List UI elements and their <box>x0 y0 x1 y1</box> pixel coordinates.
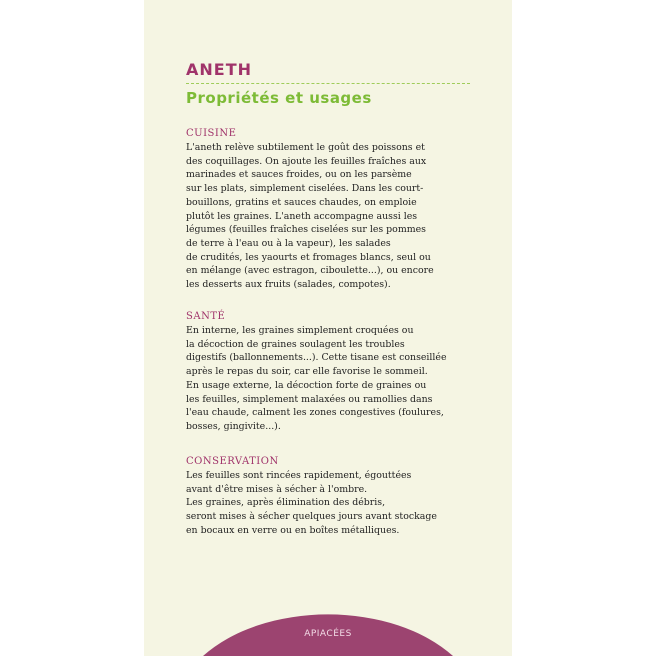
body-text-line: des coquillages. On ajoute les feuilles fraîches aux <box>186 155 427 167</box>
body-text-line: bouillons, gratins et sauces chaudes, on emploie <box>186 196 417 208</box>
body-text-line: En interne, les graines simplement croquées ou <box>186 325 414 336</box>
footer-label: APIACÉES <box>304 629 352 639</box>
page-subtitle: Propriétés et usages <box>186 89 372 107</box>
body-text-line: bosses, gingivite...). <box>186 420 281 432</box>
document-page <box>144 0 512 656</box>
body-text-line: les feuilles, simplement malaxées ou ramollies dans <box>186 393 433 405</box>
body-text-line: seront mises à sécher quelques jours avant stockage <box>186 511 437 523</box>
section-heading: CONSERVATION <box>186 456 279 467</box>
body-text-line: L'aneth relève subtilement le goût des poissons et <box>186 142 425 153</box>
dashed-divider <box>186 83 470 84</box>
body-text-line: en bocaux en verre ou en boîtes métalliques. <box>186 524 400 536</box>
section-cuisine <box>186 126 476 292</box>
body-text-line: en mélange (avec estragon, ciboulette...), ou encore <box>186 265 434 277</box>
section-heading: SANTÉ <box>186 311 226 322</box>
body-text-line: plutôt les graines. L'aneth accompagne aussi les <box>186 210 418 222</box>
body-text-line: marinades et sauces froides, ou on les parsème <box>186 169 412 181</box>
section-sante <box>186 309 476 434</box>
section-body <box>186 324 476 434</box>
body-text-line: les desserts aux fruits (salades, compotes). <box>186 279 391 291</box>
body-text-line: sur les plats, simplement ciselées. Dans les court- <box>186 183 424 195</box>
body-text-line: de terre à l'eau ou à la vapeur), les salades <box>186 237 391 249</box>
body-text-line: après le repas du soir, car elle favorise le sommeil. <box>186 366 428 378</box>
section-body <box>186 141 476 292</box>
page-title: ANETH <box>186 60 253 79</box>
body-text-line: avant d'être mises à sécher à l'ombre. <box>186 483 368 495</box>
body-text-line: Les graines, après élimination des débris, <box>186 497 386 509</box>
body-text-line: digestifs (ballonnements...). Cette tisane est conseillée <box>186 352 447 364</box>
body-text-line: Les feuilles sont rincées rapidement, égouttées <box>186 470 412 481</box>
body-text-line: légumes (feuilles fraîches ciselées sur les pommes <box>186 224 426 236</box>
section-conservation <box>186 454 476 538</box>
section-body <box>186 469 476 538</box>
body-text-line: l'eau chaude, calment les zones congestives (foulures, <box>186 407 444 419</box>
body-text-line: la décoction de graines soulagent les troubles <box>186 338 405 350</box>
section-heading: CUISINE <box>186 128 237 139</box>
body-text-line: de crudités, les yaourts et fromages blancs, seul ou <box>186 251 431 263</box>
body-text-line: En usage externe, la décoction forte de graines ou <box>186 379 427 391</box>
